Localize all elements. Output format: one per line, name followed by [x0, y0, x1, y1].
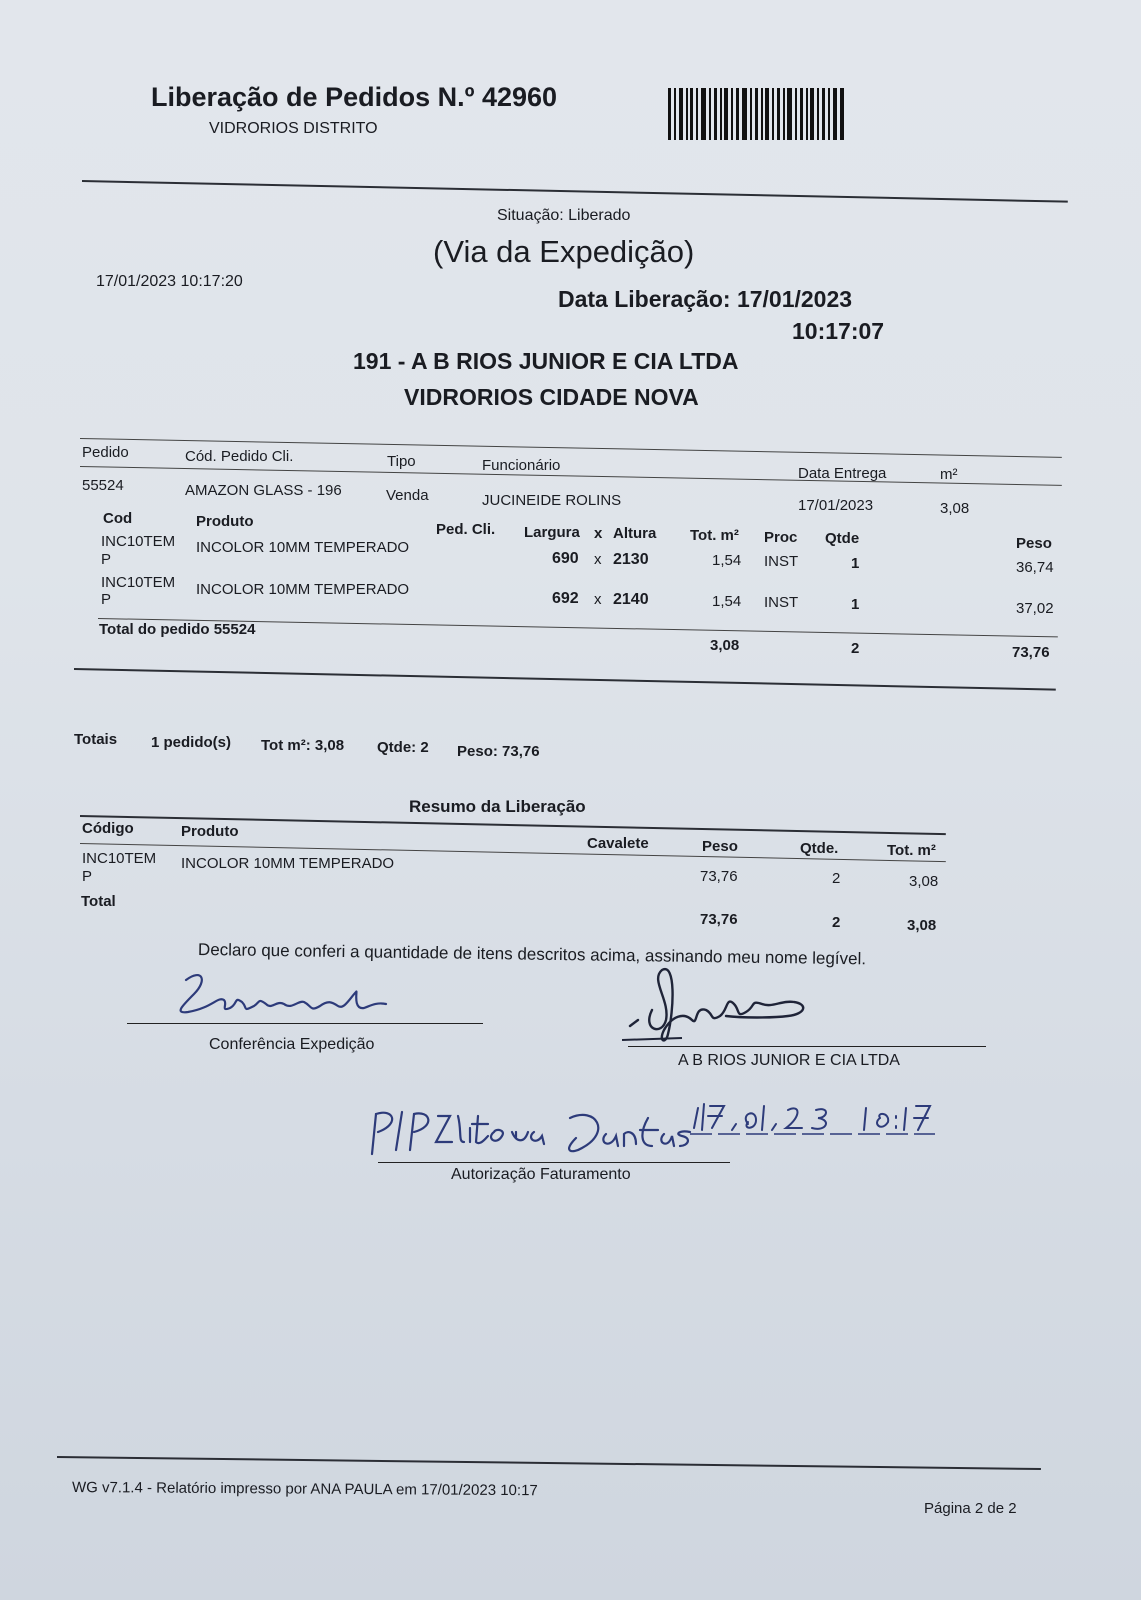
totals-qtde: Qtde: 2 — [377, 739, 429, 756]
summary-col-produto: Produto — [181, 823, 239, 840]
totals-m2: Tot m²: 3,08 — [261, 737, 345, 754]
autorizacao-signature-line — [378, 1162, 730, 1163]
order-m2: 3,08 — [940, 500, 970, 517]
order-total-qtde: 2 — [851, 640, 860, 657]
declaration-text: Declaro que conferi a quantidade de itens descritos acima, assinando meu nome legível. — [197, 940, 867, 969]
employee-name: JUCINEIDE ROLINS — [482, 492, 622, 509]
release-date: Data Liberação: 17/01/2023 — [558, 286, 853, 312]
order-type: Venda — [386, 487, 429, 504]
handwritten-date — [690, 1100, 940, 1138]
header-divider — [82, 180, 1068, 203]
item-tot-m2: 1,54 — [712, 552, 742, 569]
autorizacao-label: Autorização Faturamento — [451, 1166, 631, 1183]
summary-col-qtde: Qtde. — [800, 840, 839, 857]
summary-col-tot-m2: Tot. m² — [887, 842, 936, 859]
item-code-line2: P — [101, 591, 112, 608]
item-product: INCOLOR 10MM TEMPERADO — [196, 539, 410, 556]
item-col-largura: Largura — [524, 524, 580, 541]
conferencia-signature-line — [127, 1023, 483, 1024]
summary-total-label: Total — [81, 893, 116, 910]
footer-printed-by: WG v7.1.4 - Relatório impresso por ANA PAULA em 17/01/2023 10:17 — [71, 1479, 538, 1500]
col-funcionario: Funcionário — [482, 457, 561, 474]
client-branch: VIDRORIOS CIDADE NOVA — [404, 384, 699, 410]
col-data-entrega: Data Entrega — [798, 465, 887, 482]
item-col-peso: Peso — [1016, 535, 1052, 552]
item-height: 2140 — [613, 591, 649, 608]
order-total-peso: 73,76 — [1012, 644, 1050, 661]
col-cod-pedido-cli: Cód. Pedido Cli. — [185, 448, 294, 465]
copy-type-title: (Via da Expedição) — [433, 234, 695, 269]
summary-col-codigo: Código — [82, 820, 134, 837]
item-height: 2130 — [613, 551, 649, 568]
order-bottom-rule — [74, 668, 1056, 691]
item-peso: 37,02 — [1016, 600, 1054, 617]
item-tot-m2: 1,54 — [712, 593, 742, 610]
totals-label: Totais — [74, 731, 118, 748]
item-width: 692 — [552, 590, 579, 607]
item-col-proc: Proc — [764, 529, 798, 546]
item-code-line1: INC10TEM — [101, 574, 176, 591]
totals-peso: Peso: 73,76 — [457, 743, 540, 760]
item-code-line2: P — [101, 551, 112, 568]
summary-title: Resumo da Liberação — [409, 797, 586, 816]
delivery-date: 17/01/2023 — [798, 497, 874, 514]
printed-timestamp: 17/01/2023 10:17:20 — [96, 273, 243, 290]
summary-code-line2: P — [82, 868, 93, 885]
client-signature-line — [628, 1046, 986, 1047]
footer-rule — [57, 1456, 1041, 1470]
autorizacao-signature — [366, 1102, 696, 1170]
summary-code-line1: INC10TEM — [82, 850, 157, 867]
client-signature — [622, 960, 822, 1050]
item-col-qtde: Qtde — [825, 530, 860, 547]
item-col-produto: Produto — [196, 513, 254, 530]
item-qtde: 1 — [851, 555, 860, 572]
item-peso: 36,74 — [1016, 559, 1054, 576]
item-col-cod: Cod — [103, 510, 133, 527]
col-pedido: Pedido — [82, 444, 129, 461]
summary-qtde: 2 — [832, 870, 841, 887]
item-code-line1: INC10TEM — [101, 533, 176, 550]
item-product: INCOLOR 10MM TEMPERADO — [196, 581, 410, 598]
item-x: x — [594, 591, 602, 608]
item-qtde: 1 — [851, 596, 860, 613]
conferencia-signature — [172, 972, 402, 1027]
summary-col-cavalete: Cavalete — [587, 835, 649, 852]
summary-peso: 73,76 — [700, 868, 738, 885]
summary-total-m2: 3,08 — [907, 917, 937, 934]
company-name: VIDRORIOS DISTRITO — [209, 120, 378, 137]
order-total-label: Total do pedido 55524 — [99, 621, 256, 638]
conferencia-label: Conferência Expedição — [209, 1036, 375, 1053]
item-width: 690 — [552, 550, 579, 567]
col-m2: m² — [940, 466, 958, 483]
summary-tot-m2: 3,08 — [909, 873, 939, 890]
item-col-altura: Altura — [613, 525, 657, 542]
page-number: Página 2 de 2 — [924, 1500, 1017, 1517]
client-order-code: AMAZON GLASS - 196 — [185, 482, 342, 499]
status-label: Situação: Liberado — [497, 207, 631, 224]
release-time: 10:17:07 — [792, 318, 885, 344]
item-col-tot-m2: Tot. m² — [690, 527, 739, 544]
summary-col-peso: Peso — [702, 838, 738, 855]
item-col-x: x — [594, 525, 603, 542]
col-tipo: Tipo — [387, 453, 416, 470]
item-col-ped-cli: Ped. Cli. — [436, 521, 496, 538]
order-total-m2: 3,08 — [710, 637, 740, 654]
summary-total-qtde: 2 — [832, 914, 841, 931]
totals-orders: 1 pedido(s) — [151, 734, 232, 751]
summary-product: INCOLOR 10MM TEMPERADO — [181, 855, 395, 872]
item-proc: INST — [764, 594, 799, 611]
barcode-icon — [668, 88, 844, 140]
document-title: Liberação de Pedidos N.º 42960 — [151, 82, 558, 112]
client-name: 191 - A B RIOS JUNIOR E CIA LTDA — [353, 348, 739, 374]
order-number: 55524 — [82, 477, 124, 494]
summary-total-peso: 73,76 — [700, 911, 738, 928]
client-signature-label: A B RIOS JUNIOR E CIA LTDA — [678, 1052, 900, 1069]
item-proc: INST — [764, 553, 799, 570]
item-x: x — [594, 551, 602, 568]
